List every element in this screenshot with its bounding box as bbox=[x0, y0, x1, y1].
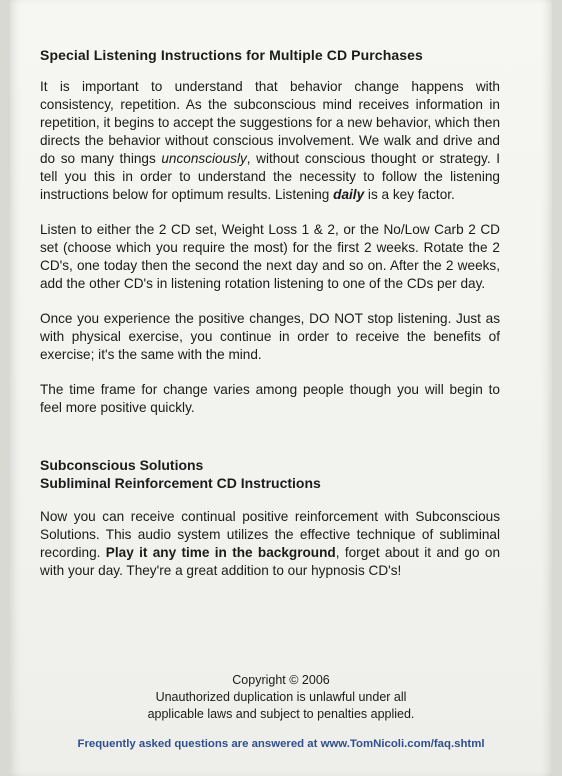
section-title-subliminal: Subliminal Reinforcement CD Instructions bbox=[40, 475, 321, 491]
instructions-body bbox=[40, 46, 500, 597]
para1-emphasis-unconsciously: unconsciously bbox=[161, 151, 247, 166]
paragraph-rotation: Listen to either the 2 CD set, Weight Loss 1 & 2, or the No/Low Carb 2 CD set (choose which you require the most) for the first 2 weeks. Rotate the 2 CD's, one today then the second the next day and so on. After the 2 weeks, add the other CD's in listening rotation listening to one of the CDs per day. bbox=[40, 222, 500, 291]
para1-text-c: , without conscious thought or strategy. I tell you this in order to understand the necessity to follow the listening instructions below for optimum results. Listening bbox=[40, 151, 500, 202]
paragraph-time-frame: The time frame for change varies among people though you will begin to feel more positive quickly. bbox=[40, 382, 500, 415]
copyright-block bbox=[10, 672, 552, 723]
copyright-line: Copyright © 2006 bbox=[232, 673, 330, 687]
para1-text-a: It is important to understand that behavior change happens with consistency, repetition. As the subconscious mind receives information in repetition, it begins to accept the suggestions for a new behavior, which then directs the behavior without conscious involvement. We walk and drive and do so many things bbox=[40, 79, 500, 166]
page-heading: Special Listening Instructions for Multiple CD Purchases bbox=[40, 47, 423, 63]
para5-text-a: Now you can receive continual positive reinforcement with Subconscious Solutions. This audio system utilizes the effective technique of subliminal recording. bbox=[40, 509, 500, 560]
paragraph-behavior-change bbox=[40, 78, 500, 204]
para5-text-c: , forget about it and go on with your day. They're a great addition to our hypnosis CD's! bbox=[40, 545, 500, 578]
paragraph-subliminal bbox=[40, 508, 500, 580]
copyright-notice-line-2: applicable laws and subject to penalties applied. bbox=[147, 707, 415, 721]
para1-emphasis-daily: daily bbox=[333, 187, 365, 202]
copyright-notice-line-1: Unauthorized duplication is unlawful under all bbox=[155, 690, 407, 704]
para1-text-e: is a key factor. bbox=[364, 187, 455, 202]
section-title-subconscious: Subconscious Solutions bbox=[40, 457, 204, 473]
faq-link[interactable]: Frequently asked questions are answered at www.TomNicoli.com/faq.shtml bbox=[77, 738, 485, 750]
paragraph-keep-listening: Once you experience the positive changes, DO NOT stop listening. Just as with physical exercise, you continue in order to receive the benefits of exercise; it's the same with the mind. bbox=[40, 311, 500, 362]
para5-emphasis-play: Play it any time in the background bbox=[105, 545, 336, 560]
